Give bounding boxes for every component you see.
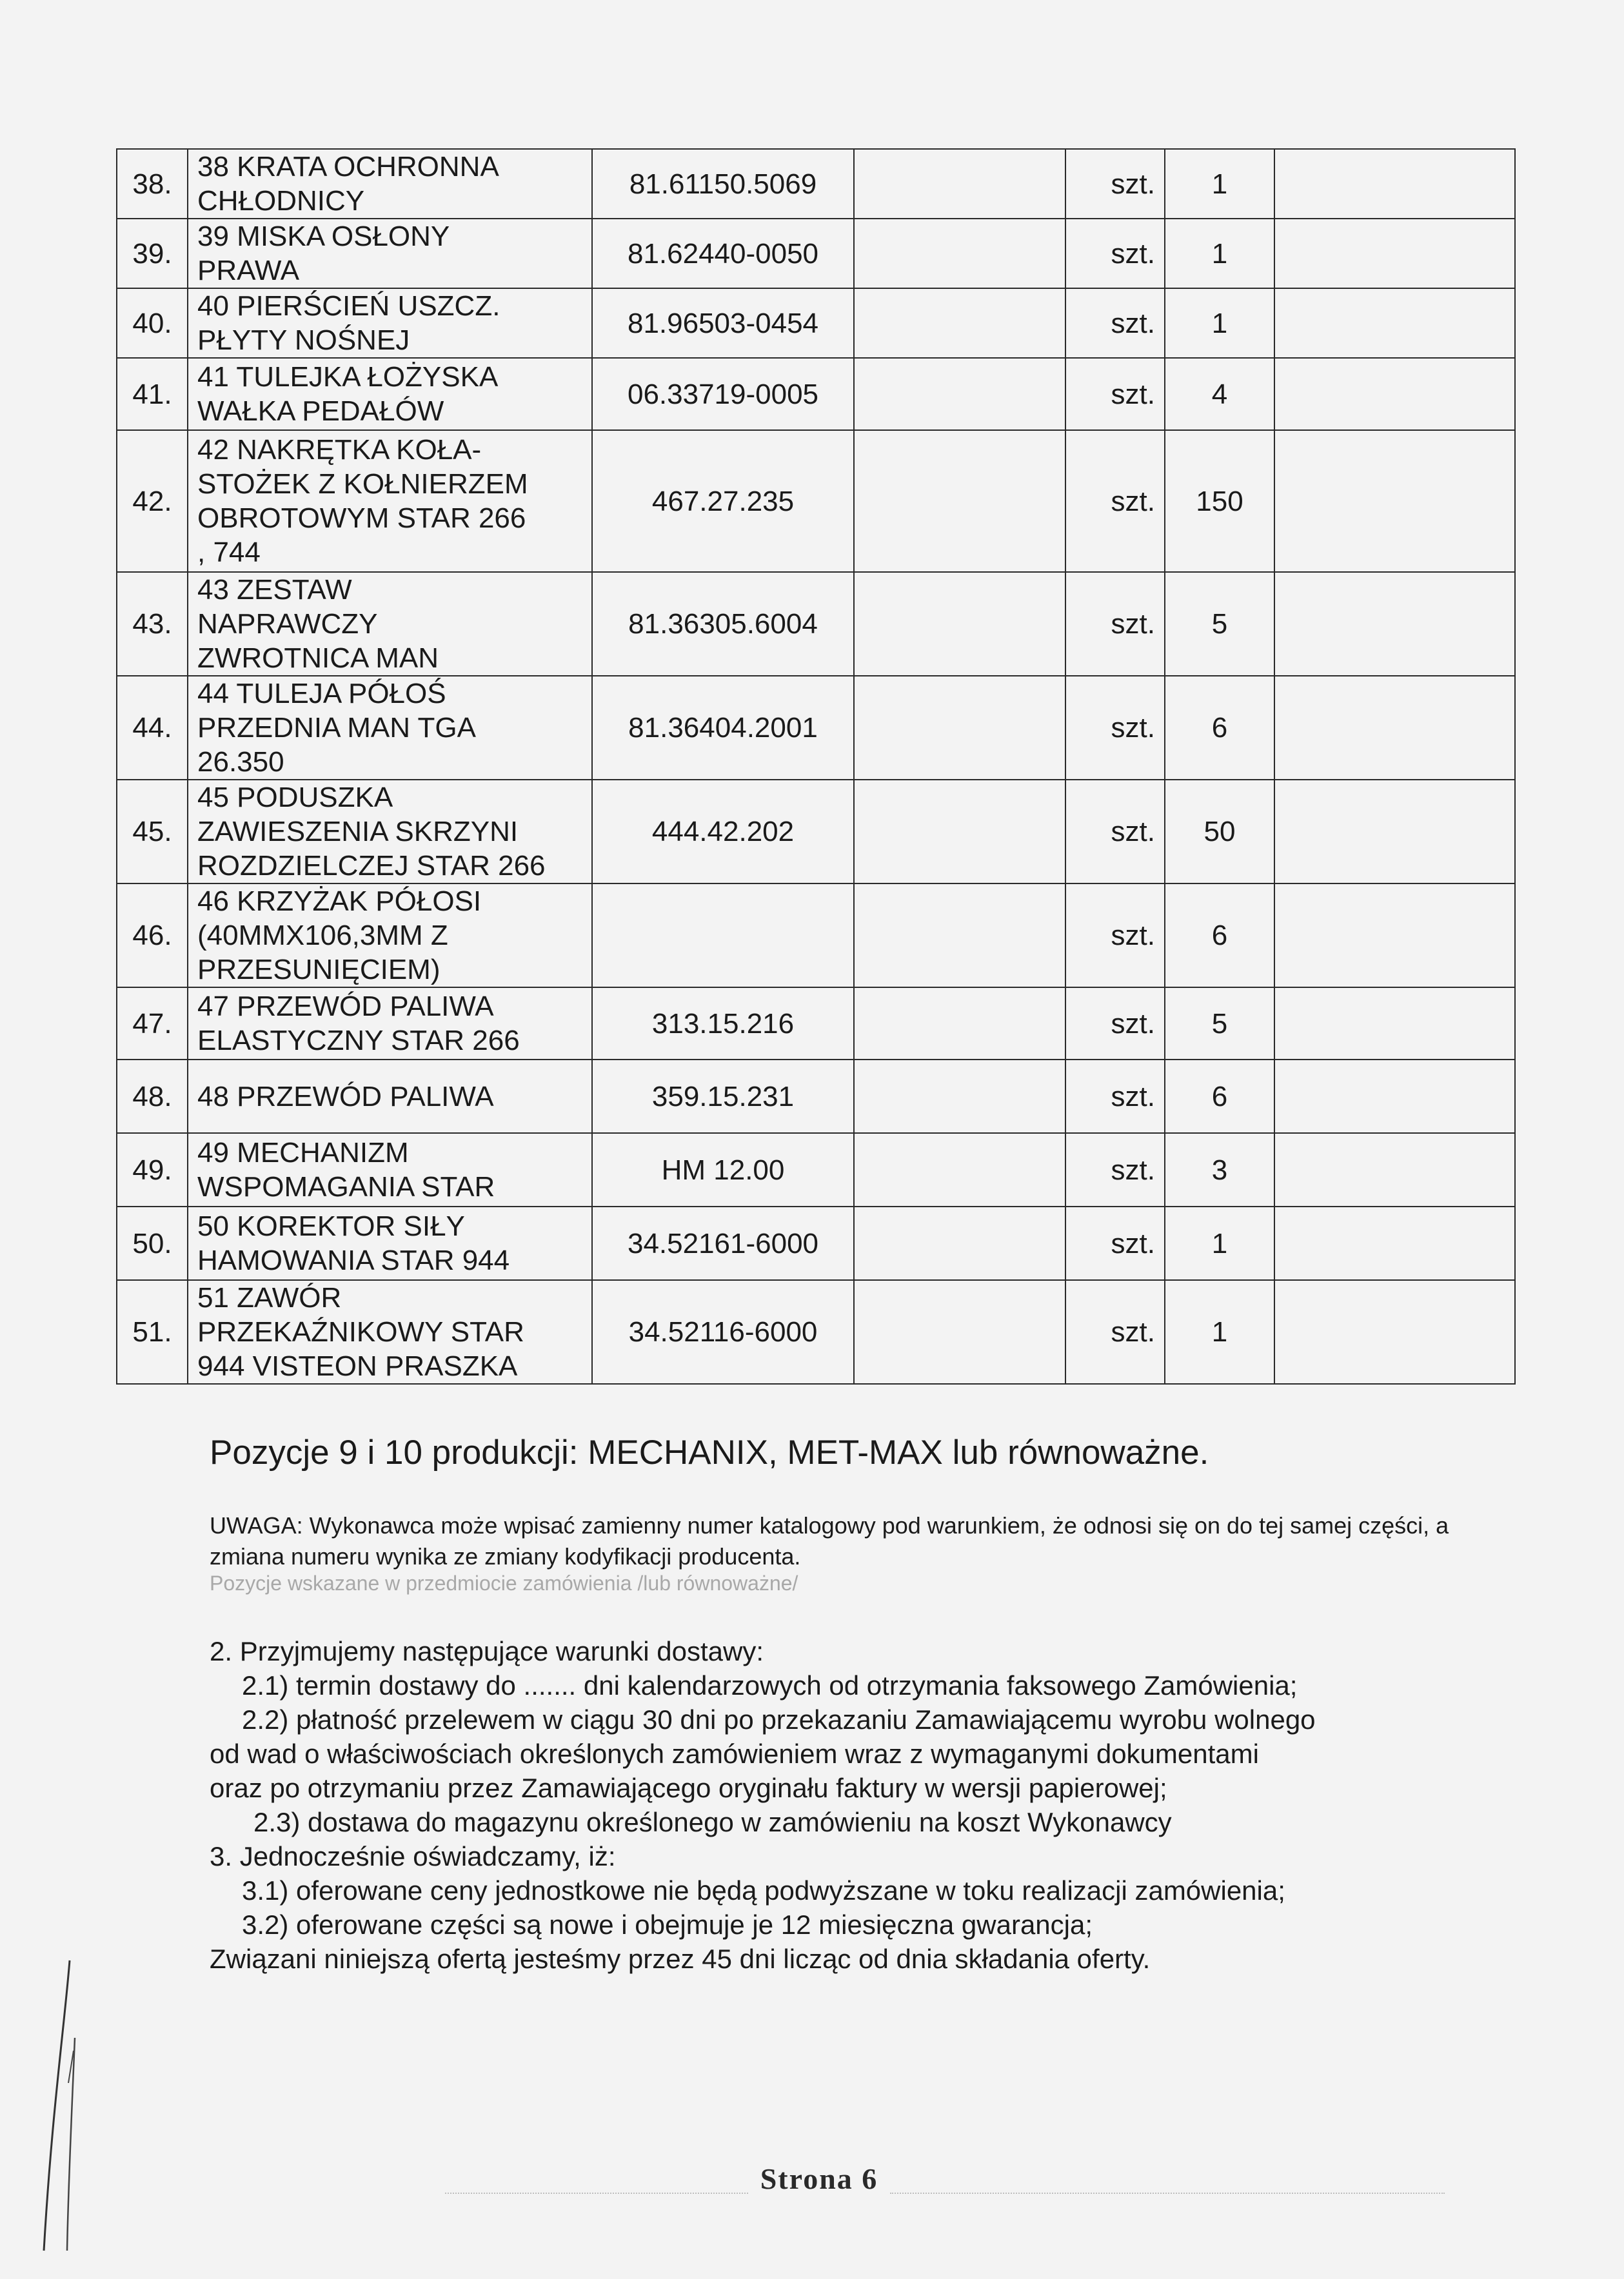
table-row (117, 780, 1515, 883)
empty-cell (1274, 430, 1515, 572)
table-row (117, 358, 1515, 430)
quantity: 150 (1165, 430, 1274, 572)
catalog-number: 34.52161-6000 (592, 1207, 854, 1280)
unit: szt. (1065, 676, 1165, 780)
unit: szt. (1065, 1207, 1165, 1280)
row-number: 50. (117, 1207, 188, 1280)
part-name (188, 288, 592, 358)
part-name-line: 47 PRZEWÓD PALIWA (197, 991, 494, 1022)
quantity: 3 (1165, 1133, 1274, 1207)
condition-line: 2.1) termin dostawy do ....... dni kalendarzowych od otrzymania faksowego Zamówienia; (242, 1670, 1298, 1701)
catalog-number: 06.33719-0005 (592, 358, 854, 430)
part-name-line: PRZEDNIA MAN TGA (197, 712, 476, 744)
row-number: 47. (117, 987, 188, 1060)
part-name-line: NAPRAWCZY (197, 608, 378, 640)
quantity: 1 (1165, 219, 1274, 288)
part-name (188, 883, 592, 987)
row-number: 38. (117, 149, 188, 219)
part-name-line: 41 TULEJKA ŁOŻYSKA (197, 361, 499, 393)
empty-cell (854, 780, 1065, 883)
table-row (117, 430, 1515, 572)
quantity: 50 (1165, 780, 1274, 883)
empty-cell (854, 987, 1065, 1060)
manufacturer-headline: Pozycje 9 i 10 produkcji: MECHANIX, MET-MAX lub równoważne. (210, 1434, 1209, 1472)
faint-note: Pozycje wskazane w przedmiocie zamówienia /lub równoważne/ (210, 1572, 798, 1595)
unit: szt. (1065, 1060, 1165, 1133)
part-name-line: ZAWIESZENIA SKRZYNI (197, 816, 519, 847)
table-row (117, 149, 1515, 219)
part-name-line: HAMOWANIA STAR 944 (197, 1245, 510, 1276)
part-name-line: ZWROTNICA MAN (197, 642, 439, 674)
part-name-line: STOŻEK Z KOŁNIERZEM (197, 468, 528, 500)
catalog-number: 81.36404.2001 (592, 676, 854, 780)
catalog-number (592, 883, 854, 987)
part-name-line: 43 ZESTAW (197, 574, 352, 606)
row-number: 45. (117, 780, 188, 883)
quantity: 6 (1165, 883, 1274, 987)
quantity: 1 (1165, 1207, 1274, 1280)
empty-cell (1274, 780, 1515, 883)
empty-cell (1274, 1060, 1515, 1133)
empty-cell (1274, 149, 1515, 219)
unit: szt. (1065, 1280, 1165, 1384)
row-number: 48. (117, 1060, 188, 1133)
table-row (117, 883, 1515, 987)
row-number: 39. (117, 219, 188, 288)
part-name (188, 572, 592, 676)
part-name-line: WSPOMAGANIA STAR (197, 1171, 495, 1203)
empty-cell (854, 149, 1065, 219)
unit: szt. (1065, 358, 1165, 430)
handwritten-margin-mark (26, 1948, 97, 2257)
empty-cell (854, 883, 1065, 987)
empty-cell (1274, 572, 1515, 676)
empty-cell (854, 430, 1065, 572)
quantity: 1 (1165, 288, 1274, 358)
empty-cell (854, 1060, 1065, 1133)
part-name-line: OBROTOWYM STAR 266 (197, 502, 526, 534)
part-name-line: 944 VISTEON PRASZKA (197, 1350, 518, 1382)
unit: szt. (1065, 288, 1165, 358)
footer-rule-right (890, 2193, 1445, 2194)
unit: szt. (1065, 572, 1165, 676)
part-name-line: PRZESUNIĘCIEM) (197, 954, 441, 985)
empty-cell (1274, 358, 1515, 430)
part-name-line: PŁYTY NOŚNEJ (197, 324, 410, 356)
row-number: 51. (117, 1280, 188, 1384)
quantity: 5 (1165, 987, 1274, 1060)
part-name-line: WAŁKA PEDAŁÓW (197, 395, 444, 427)
part-name (188, 1133, 592, 1207)
parts-table-body (117, 149, 1515, 1384)
catalog-number: 34.52116-6000 (592, 1280, 854, 1384)
unit: szt. (1065, 1133, 1165, 1207)
row-number: 44. (117, 676, 188, 780)
table-row (117, 288, 1515, 358)
quantity: 1 (1165, 1280, 1274, 1384)
part-name (188, 149, 592, 219)
empty-cell (854, 288, 1065, 358)
empty-cell (1274, 288, 1515, 358)
catalog-number: 467.27.235 (592, 430, 854, 572)
unit: szt. (1065, 780, 1165, 883)
condition-line: Związani niniejszą ofertą jesteśmy przez 45 dni licząc od dnia składania oferty. (210, 1944, 1151, 1974)
part-name-line: 42 NAKRĘTKA KOŁA- (197, 434, 482, 466)
catalog-number: 313.15.216 (592, 987, 854, 1060)
part-name-line: 46 KRZYŻAK PÓŁOSI (197, 885, 482, 917)
empty-cell (1274, 1280, 1515, 1384)
part-name-line: 26.350 (197, 746, 284, 778)
catalog-number: 81.61150.5069 (592, 149, 854, 219)
part-name-line: ELASTYCZNY STAR 266 (197, 1025, 520, 1056)
row-number: 46. (117, 883, 188, 987)
part-name (188, 430, 592, 572)
part-name-line: 39 MISKA OSŁONY (197, 221, 450, 252)
empty-cell (1274, 987, 1515, 1060)
unit: szt. (1065, 987, 1165, 1060)
empty-cell (854, 1133, 1065, 1207)
catalog-number: 444.42.202 (592, 780, 854, 883)
table-row (117, 987, 1515, 1060)
part-name (188, 987, 592, 1060)
catalog-number: HM 12.00 (592, 1133, 854, 1207)
part-name-line: 38 KRATA OCHRONNA (197, 151, 499, 183)
condition-line: 3. Jednocześnie oświadczamy, iż: (210, 1841, 616, 1871)
quantity: 6 (1165, 676, 1274, 780)
catalog-number: 359.15.231 (592, 1060, 854, 1133)
empty-cell (854, 219, 1065, 288)
empty-cell (1274, 676, 1515, 780)
page-number: Strona 6 (760, 2162, 878, 2195)
condition-line: od wad o właściwościach określonych zamówieniem wraz z wymaganymi dokumentami (210, 1739, 1259, 1769)
empty-cell (1274, 219, 1515, 288)
part-name-line: 44 TULEJA PÓŁOŚ (197, 678, 446, 709)
condition-line: 2.2) płatność przelewem w ciągu 30 dni po przekazaniu Zamawiającemu wyrobu wolnego (242, 1704, 1316, 1735)
part-name (188, 1060, 592, 1133)
empty-cell (854, 1280, 1065, 1384)
part-name-line: ROZDZIELCZEJ STAR 266 (197, 850, 546, 882)
part-name (188, 1207, 592, 1280)
delivery-conditions (210, 1634, 1538, 1976)
unit: szt. (1065, 883, 1165, 987)
condition-line: 3.2) oferowane części są nowe i obejmuje je 12 miesięczna gwarancja; (242, 1909, 1093, 1940)
row-number: 40. (117, 288, 188, 358)
table-row (117, 219, 1515, 288)
part-name (188, 358, 592, 430)
part-name-line: 40 PIERŚCIEŃ USZCZ. (197, 290, 500, 322)
part-name (188, 780, 592, 883)
condition-line: oraz po otrzymaniu przez Zamawiającego oryginału faktury w wersji papierowej; (210, 1773, 1167, 1803)
part-name (188, 219, 592, 288)
parts-table (116, 148, 1516, 1385)
row-number: 49. (117, 1133, 188, 1207)
condition-line: 2. Przyjmujemy następujące warunki dostawy: (210, 1636, 764, 1666)
catalog-number: 81.96503-0454 (592, 288, 854, 358)
condition-line: 3.1) oferowane ceny jednostkowe nie będą podwyższane w toku realizacji zamówienia; (242, 1875, 1285, 1906)
catalog-number: 81.36305.6004 (592, 572, 854, 676)
part-name-line: PRZEKAŹNIKOWY STAR (197, 1316, 524, 1348)
row-number: 43. (117, 572, 188, 676)
empty-cell (854, 1207, 1065, 1280)
part-name-line: , 744 (197, 537, 261, 568)
table-row (117, 1133, 1515, 1207)
table-row (117, 676, 1515, 780)
empty-cell (854, 676, 1065, 780)
catalog-number: 81.62440-0050 (592, 219, 854, 288)
empty-cell (854, 572, 1065, 676)
quantity: 4 (1165, 358, 1274, 430)
table-row (117, 1060, 1515, 1133)
table-row (117, 1207, 1515, 1280)
quantity: 1 (1165, 149, 1274, 219)
unit: szt. (1065, 430, 1165, 572)
catalog-note: UWAGA: Wykonawca może wpisać zamienny numer katalogowy pod warunkiem, że odnosi się on do tej samej części, a zmiana numeru wynika ze zmiany kodyfikacji producenta. (210, 1512, 1449, 1570)
condition-line: 2.3) dostawa do magazynu określonego w zamówieniu na koszt Wykonawcy (253, 1807, 1172, 1837)
empty-cell (1274, 1207, 1515, 1280)
empty-cell (1274, 883, 1515, 987)
empty-cell (854, 358, 1065, 430)
empty-cell (1274, 1133, 1515, 1207)
part-name-line: 51 ZAWÓR (197, 1282, 342, 1314)
row-number: 41. (117, 358, 188, 430)
table-row (117, 572, 1515, 676)
part-name (188, 676, 592, 780)
part-name-line: (40MMX106,3MM Z (197, 920, 448, 951)
footer-rule-left (445, 2193, 748, 2194)
quantity: 6 (1165, 1060, 1274, 1133)
part-name-line: 45 PODUSZKA (197, 782, 393, 813)
part-name-line: 50 KOREKTOR SIŁY (197, 1210, 465, 1242)
table-row (117, 1280, 1515, 1384)
quantity: 5 (1165, 572, 1274, 676)
part-name-line: CHŁODNICY (197, 185, 365, 217)
unit: szt. (1065, 149, 1165, 219)
part-name (188, 1280, 592, 1384)
row-number: 42. (117, 430, 188, 572)
unit: szt. (1065, 219, 1165, 288)
part-name-line: 48 PRZEWÓD PALIWA (197, 1080, 494, 1112)
part-name-line: 49 MECHANIZM (197, 1137, 409, 1169)
part-name-line: PRAWA (197, 255, 300, 286)
